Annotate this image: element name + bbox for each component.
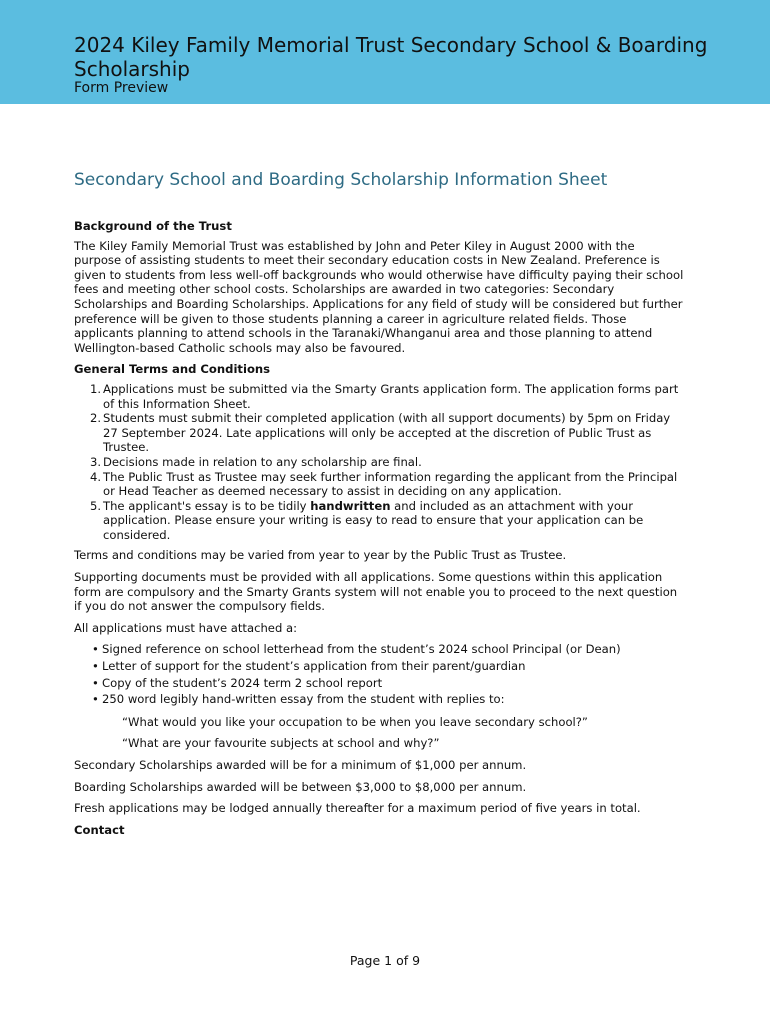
background-heading: Background of the Trust [74, 219, 232, 233]
list-item: • Copy of the student’s 2024 term 2 school report [92, 675, 383, 690]
supporting-documents-note: Supporting documents must be provided with all applications. Some questions within this application form are compulsory and the Smarty Grants system will not enable you to proceed to the next question if you do not answer the compulsory fields. [74, 570, 678, 614]
essay-question-2: “What are your favourite subjects at school and why?” [122, 736, 440, 751]
contact-heading: Contact [74, 822, 125, 837]
variation-note: Terms and conditions may be varied from year to year by the Public Trust as Trustee. [74, 548, 567, 563]
page-number: Page 1 of 9 [349, 953, 421, 968]
fresh-applications-note: Fresh applications may be lodged annually thereafter for a maximum period of five years in total. [74, 801, 641, 816]
form-preview-label: Form Preview [74, 80, 169, 96]
terms-item: 1. Applications must be submitted via the Smarty Grants application form. The application forms part of this Information Sheet. [90, 381, 679, 411]
terms-item: 3. Decisions made in relation to any scholarship are final. [90, 454, 422, 469]
list-item: • Signed reference on school letterhead from the student’s 2024 school Principal (or Dean) [92, 642, 621, 657]
terms-item: 4. The Public Trust as Trustee may seek further information regarding the applicant from the Principal or Head Teacher as deemed necessary to assist in deciding on any application. [90, 469, 678, 499]
form-title: 2024 Kiley Family Memorial Trust Secondary School & Boarding Scholarship [74, 33, 708, 81]
secondary-amount: Secondary Scholarships awarded will be for a minimum of $1,000 per annum. [74, 758, 527, 772]
terms-item: 5. The applicant's essay is to be tidily handwritten and included as an attachment with your application. Please ensure your writing is easy to read to ensure that your application can be considered. [90, 498, 644, 542]
background-text: The Kiley Family Memorial Trust was established by John and Peter Kiley in August 2000 with the purpose of assisting students to meet their secondary education costs in New Zealand. Preference is given to students from less well-off backgrounds who would otherwise have difficulty paying their school fees and meeting other school costs. Scholarships are awarded in two categories: Secondary Scholarships and Boarding Scholarships. Applications for any field of study will be considered but further preference will be given to those students planning a career in agriculture related fields. Those applicants planning to attend schools in the Taranaki/Whanganui area and those planning to attend Wellington-based Catholic schools may also be favoured. [74, 238, 684, 355]
attachments-intro: All applications must have attached a: [74, 620, 297, 635]
information-sheet-title: Secondary School and Boarding Scholarship Information Sheet [74, 170, 608, 190]
attachments-list [74, 642, 684, 706]
list-item: • 250 word legibly hand-written essay from the student with replies to: [92, 692, 505, 707]
handwritten-emphasis: handwritten [310, 498, 391, 513]
terms-item: 2. Students must submit their completed application (with all support documents) by 5pm on Friday 27 September 2024. Late applications will only be accepted at the discretion of Public Trust as Trustee. [90, 411, 671, 455]
header-banner [0, 0, 770, 104]
document-body [74, 219, 684, 842]
essay-question-1: “What would you like your occupation to be when you leave secondary school?” [122, 714, 588, 729]
terms-heading: General Terms and Conditions [74, 362, 271, 377]
list-item: • Letter of support for the student’s application from their parent/guardian [92, 659, 526, 674]
boarding-amount: Boarding Scholarships awarded will be between $3,000 to $8,000 per annum. [74, 779, 527, 794]
terms-list [74, 382, 684, 543]
